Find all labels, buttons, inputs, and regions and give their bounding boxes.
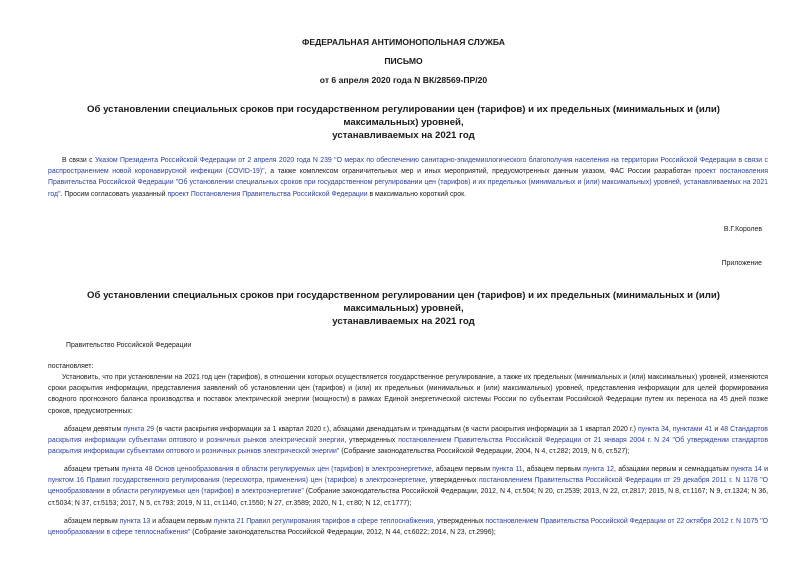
appendix-title-line-1: Об установлении специальных сроков при государственном регулировании цен (тарифов) и их предельных (минимальных и (или) максимальных) уровней,	[87, 290, 720, 314]
agency-name: ФЕДЕРАЛЬНАЯ АНТИМОНОПОЛЬНАЯ СЛУЖБА	[302, 37, 505, 47]
letter-text: , а также комплексом ограничительных мер и иных мероприятий, предусмотренных данным указом, ФАС России разработан	[264, 168, 695, 176]
heat-supply-rules-link[interactable]: пункта 21 Правил регулирования тарифов в сфере теплоснабжения	[213, 518, 434, 525]
clause-paragraph-3	[48, 464, 768, 509]
clause-text: , утвержденных	[433, 518, 486, 525]
clause-text: (Собрание законодательства Российской Федерации, 2012, N 4, ст.504; N 20, ст.2539; 2013, N 22, ст.2817; 2015, N 8, ст.1167; N 9, ст.1324; N 36, ст.5034; N 37, ст.5153; 2017, N 5, ст.793; 2019, N 11, ст.1140, ст.1550; N 27, ст.3589; 2020, N 1, ст.80; N 12, ст.1777);	[48, 488, 768, 507]
resolution-24-link[interactable]: постановлением Правительства Российской Федерации от 21 января 2004 г. N 24 "Об утверждении стандартов раскрытия информации субъектами оптового и розничных рынков электрической энергии"	[48, 437, 768, 456]
point-13-link[interactable]: пункта 13	[119, 518, 151, 525]
point-11-link[interactable]: пункта 11	[492, 466, 523, 473]
clause-text: (Собрание законодательства Российской Федерации, 2012, N 44, ст.6022; 2014, N 23, ст.2996);	[190, 529, 496, 537]
signature: В.Г.Королев	[723, 226, 762, 233]
letter-text: в максимально короткий срок.	[367, 190, 466, 198]
government-label: Правительство Российской Федерации	[66, 342, 192, 349]
clause-text: (в части раскрытия информации за 1 квартал 2020 г.), абзацами двенадцатым и тринадцатым (в части раскрытия информации за 1 квартал 2020 г.)	[154, 426, 639, 433]
resolution-1178-link[interactable]: постановлением Правительства Российской Федерации от 29 декабря 2011 г. N 1178 "О ценообразовании в области регулируемых цен (тарифов) в электроэнергетике"	[48, 477, 768, 496]
letter-paragraph	[48, 155, 768, 200]
draft-resolution-link[interactable]: проект постановления Правительства Российской Федерации "Об установлении специальных сроков при государственном регулировании цен (тарифов) и их предельных (минимальных и (или) максимальных) уровней, устанавливаемых на 2021 год"	[48, 168, 768, 198]
clause-text: , абзацем первым	[522, 466, 584, 473]
clause-text: и	[712, 426, 721, 433]
clause-text: и абзацем первым	[150, 518, 214, 525]
clause-text: и	[761, 466, 769, 473]
title-line-2: устанавливаемых на 2021 год	[332, 130, 475, 141]
clause-text: , утвержденных	[425, 477, 479, 485]
document-date: от 6 апреля 2020 года N ВК/28569-ПР/20	[319, 75, 488, 85]
clause-text: абзацем девятым	[64, 426, 124, 433]
draft-resolution-link-2[interactable]: проект Постановления Правительства Российской Федерации	[167, 190, 368, 198]
clause-text: , утвержденных	[344, 437, 399, 445]
document-title	[60, 103, 747, 142]
regulation-rules-link[interactable]: пунктом 16 Правил государственного регулирования (пересмотра, применения) цен (тарифов) в электроэнергетике	[48, 477, 426, 485]
point-29-link[interactable]: пункта 29	[123, 426, 155, 433]
clause-text: абзацем первым	[64, 518, 120, 525]
resolution-1075-link[interactable]: постановлением Правительства Российской Федерации от 22 октября 2012 г. N 1075 "О ценообразовании в сфере теплоснабжения"	[48, 518, 768, 537]
clause-paragraph-2	[48, 424, 768, 458]
appendix-title	[60, 289, 747, 328]
standards-link[interactable]: 48 Стандартов раскрытия информации субъектами оптового и розничных рынков электрической энергии	[48, 426, 768, 445]
point-12-link[interactable]: пункта 12	[583, 466, 615, 473]
point-14-link[interactable]: пункта 14	[730, 466, 762, 473]
clause-text: (Собрание законодательства Российской Федерации, 2004, N 4, ст.282; 2019, N 6, ст.527);	[339, 448, 630, 456]
point-34-link[interactable]: пункта 34	[638, 426, 669, 433]
pricing-basics-link[interactable]: пункта 48 Основ ценообразования в области регулируемых цен (тарифов) в электроэнергетике	[121, 466, 432, 473]
clause-text: , абзацами первым и семнадцатым	[614, 466, 731, 473]
clause-text: ,	[668, 426, 673, 433]
decree-link[interactable]: Указом Президента Российской Федерации от 2 апреля 2020 года N 239 "О мерах по обеспечению санитарно-эпидемиологического благополучия населения на территории Российской Федерации в связи с распространением новой коронавирусной инфекции (COVID-19)"	[48, 157, 768, 176]
clause-text: абзацем третьим	[64, 466, 122, 473]
clause-text: , абзацем первым	[431, 466, 493, 473]
appendix-title-line-2: устанавливаемых на 2021 год	[332, 316, 475, 327]
title-line-1: Об установлении специальных сроков при государственном регулировании цен (тарифов) и их предельных (минимальных и (или) максимальных) уровней,	[87, 104, 720, 128]
document-type: ПИСЬМО	[384, 56, 423, 66]
point-41-link[interactable]: пунктами 41	[672, 426, 713, 433]
resolves-label: постановляет:	[48, 363, 94, 370]
letter-text: . Просим согласовать указанный	[60, 190, 168, 198]
clause-paragraph-1: Установить, что при установлении на 2021 год цен (тарифов), в отношении которых осуществляется государственное регулирование, а также их предельных (минимальных и (или) максимальных) уровней, изменяются сроки раскрытия информации, представления заявлений об установлении цен (тарифов) и (или) их предельных (минимальных и (или) максимальных) уровней, представления информации для целей формирования сводного прогнозного баланса производства и поставок электрической энергии (мощности) в рамках Единой энергетической системы России по субъектам Российской Федерации путем их переноса на 45 дней позже сроков, предусмотренных:	[48, 374, 768, 415]
clause-paragraph-4	[48, 516, 768, 538]
appendix-label: Приложение	[721, 260, 762, 267]
letter-text: В связи с	[62, 157, 95, 164]
